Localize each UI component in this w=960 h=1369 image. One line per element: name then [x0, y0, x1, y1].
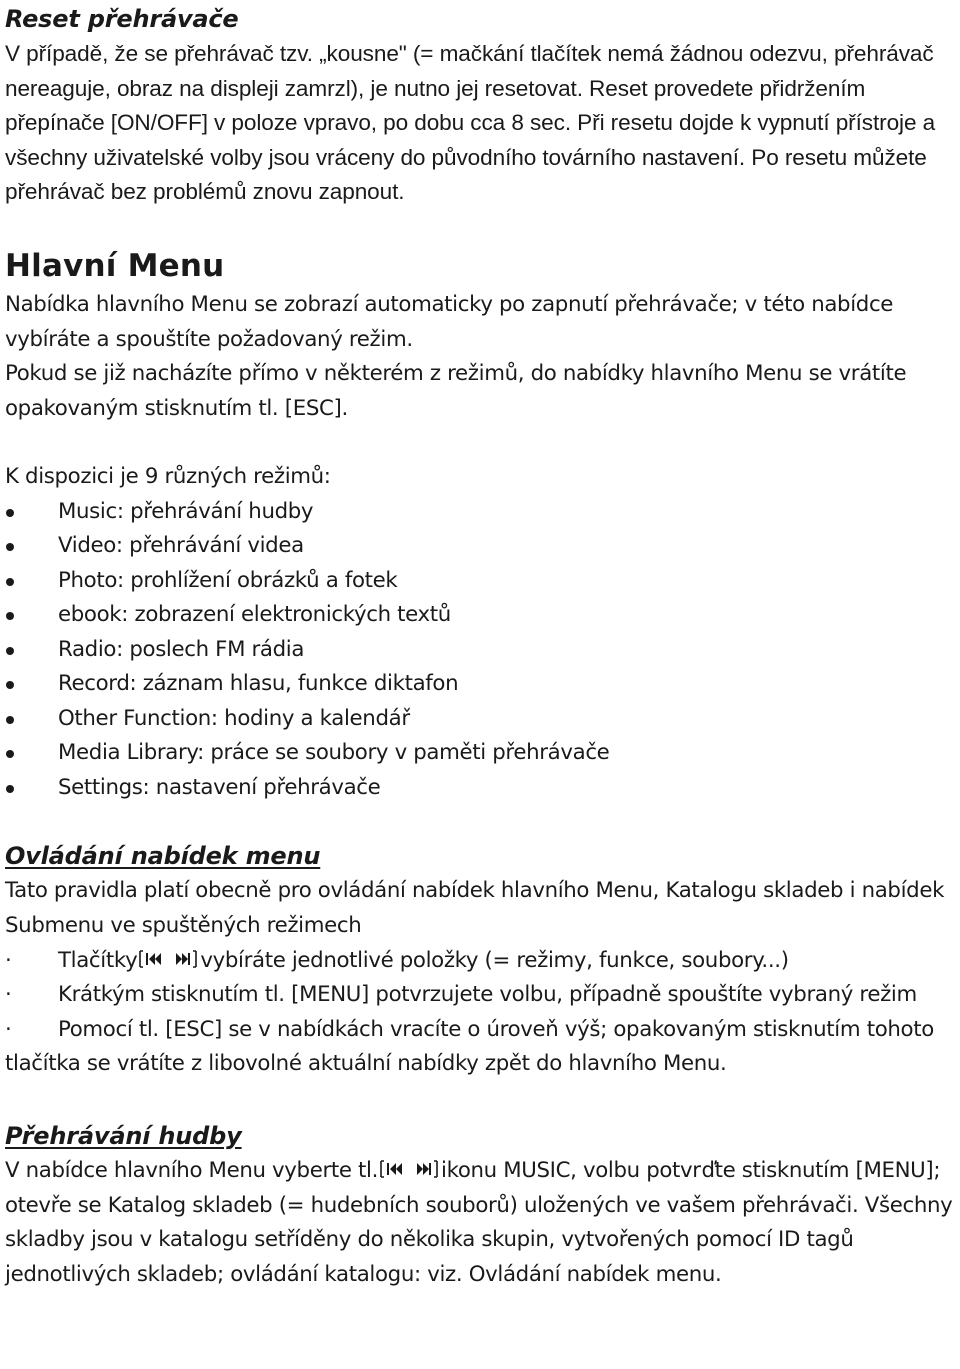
- main-menu-heading: Hlavní Menu: [5, 247, 225, 284]
- bullet-icon: [6, 612, 14, 620]
- main-menu-paragraph-2: Pokud se již nacházíte přímo v některém z režimů, do nabídky hlavního Menu se vrátíte opakovaným stisknutím tl. [ESC].: [5, 361, 907, 421]
- document-page: [5, 0, 955, 1292]
- skip-prev-next-icon: [380, 1159, 438, 1179]
- list-item: Radio: poslech FM rádia: [5, 633, 955, 668]
- list-item: Other Function: hodiny a kalendář: [5, 702, 955, 737]
- list-item: Music: přehrávání hudby: [5, 495, 955, 530]
- reset-paragraph: V případě, že se přehrávač tzv. „kousne" (= mačkání tlačítek nemá žádnou odezvu, přehrávač nereaguje, obraz na displeji zamrzl), je nutno jej resetovat. Reset provedete přidržením přepínače [ON/OFF] v poloze vpravo, po dobu cca 8 sec. Při resetu dojde k vypnutí přístroje a všechny uživatelské volby jsou vráceny do původního továrního nastavení. Po resetu můžete přehrávač bez problémů znovu zapnout.: [5, 41, 936, 205]
- reset-heading: Reset přehrávače: [5, 5, 239, 33]
- menu-control-heading: Ovládání nabídek menu: [5, 842, 321, 871]
- main-menu-paragraph-1: Nabídka hlavního Menu se zobrazí automaticky po zapnutí přehrávače; v této nabídce vybíráte a spouštíte požadovaný režim.: [5, 291, 894, 352]
- list-item: ebook: zobrazení elektronických textů: [5, 598, 955, 633]
- menu-rule-2: · Krátkým stisknutím tl. [MENU] potvrzujete volbu, případně spouštíte vybraný režim: [5, 978, 955, 1013]
- bullet-marker: ·: [5, 1016, 12, 1042]
- music-paragraph: V nabídce hlavního Menu vyberte tl. ikonu MUSIC, volbu potvrďte stisknutím [MENU]; otevře se Katalog skladeb (= hudebních souborů) uložených ve vašem přehrávači. Všechny skladby jsou v katalogu setříděny do několika skupin, vytvořených pomocí ID tagů jednotlivých skladeb; ovládání katalogu: viz. Ovládání nabídek menu.: [5, 1158, 953, 1287]
- list-item: Media Library: práce se soubory v paměti přehrávače: [5, 736, 955, 771]
- music-heading: Přehrávání hudby: [5, 1122, 242, 1150]
- list-item: Record: záznam hlasu, funkce diktafon: [5, 667, 955, 702]
- menu-rule-3: · Pomocí tl. [ESC] se v nabídkách vracíte o úroveň výš; opakovaným stisknutím tohoto tlačítka se vrátíte z libovolné aktuální nabídky zpět do hlavního Menu.: [5, 1013, 955, 1082]
- bullet-icon: [6, 785, 14, 793]
- list-item: Photo: prohlížení obrázků a fotek: [5, 564, 955, 599]
- bullet-icon: [6, 647, 14, 655]
- bullet-marker: ·: [5, 982, 12, 1008]
- bullet-icon: [6, 716, 14, 724]
- bullet-icon: [6, 578, 14, 586]
- bullet-icon: [6, 681, 14, 689]
- bullet-icon: [6, 543, 14, 551]
- bullet-icon: [6, 750, 14, 758]
- modes-list: [5, 495, 955, 806]
- menu-control-intro: Tato pravidla platí obecně pro ovládání nabídek hlavního Menu, Katalogu skladeb i nabídek Submenu ve spuštěných režimech: [5, 878, 945, 939]
- menu-rule-1: · Tlačítky vybíráte jednotlivé položky (= režimy, funkce, soubory...): [5, 944, 955, 979]
- list-item: Video: přehrávání videa: [5, 529, 955, 564]
- modes-intro: K dispozici je 9 různých režimů:: [5, 464, 331, 490]
- list-item: Settings: nastavení přehrávače: [5, 771, 955, 806]
- bullet-marker: ·: [5, 947, 12, 973]
- bullet-icon: [6, 509, 14, 517]
- skip-prev-next-icon: [139, 949, 197, 969]
